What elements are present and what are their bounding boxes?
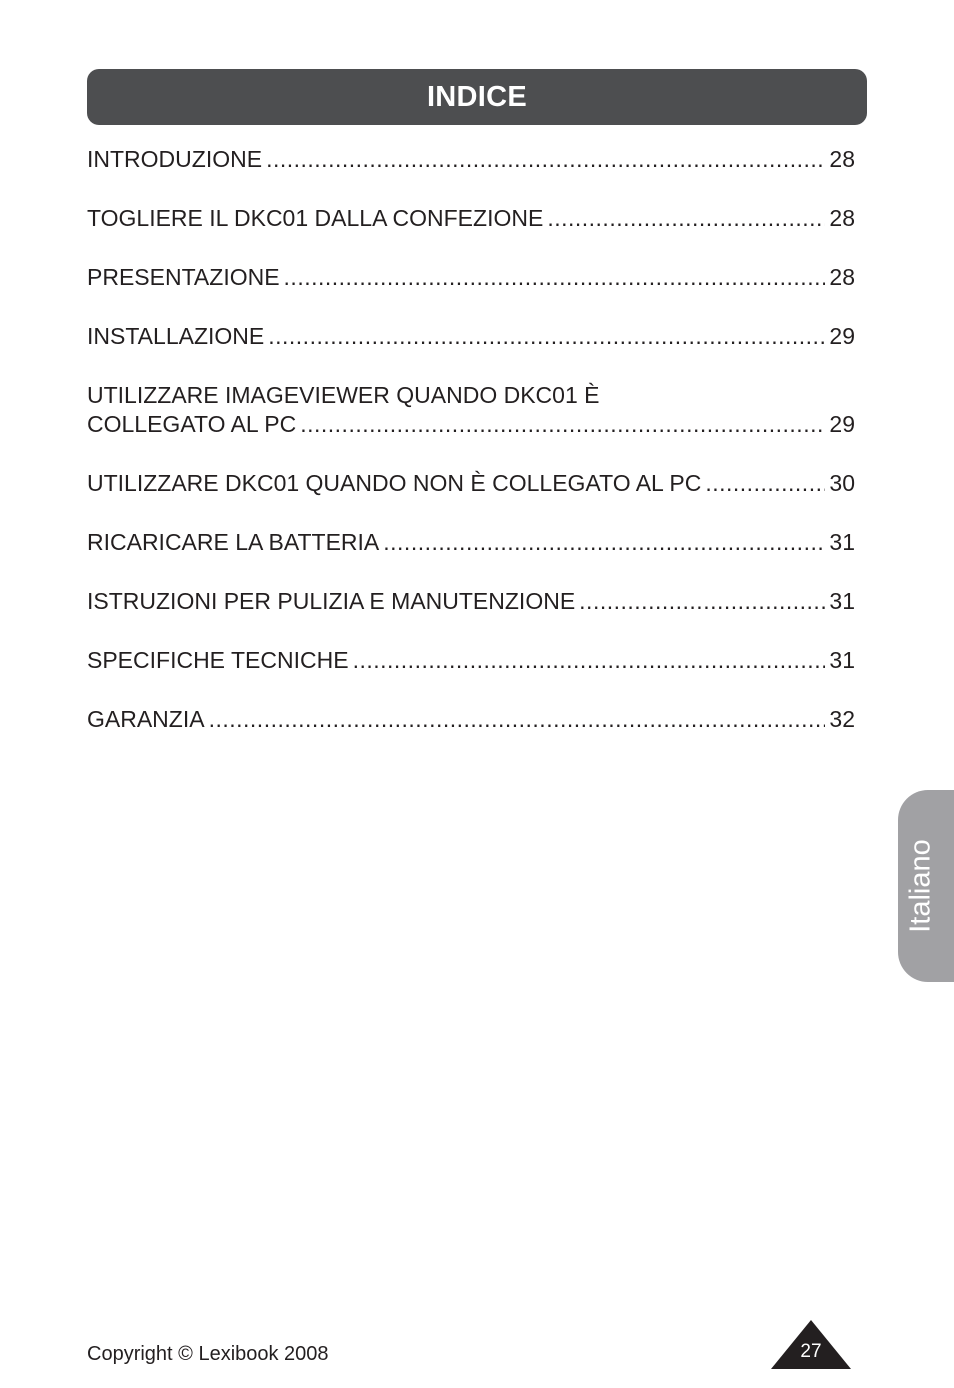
toc-dot-leader xyxy=(284,263,826,292)
toc-entry[interactable] xyxy=(87,204,855,233)
toc-dot-leader xyxy=(579,587,825,616)
copyright-text: Copyright © Lexibook 2008 xyxy=(87,1343,329,1365)
table-of-contents xyxy=(87,145,855,764)
toc-entry-page: 31 xyxy=(829,647,855,673)
language-tab-label: Italiano xyxy=(904,839,937,933)
toc-dot-leader xyxy=(383,528,825,557)
toc-dot-leader xyxy=(705,469,825,498)
page-title: INDICE xyxy=(426,80,528,113)
toc-entry[interactable] xyxy=(87,381,855,439)
toc-entry[interactable] xyxy=(87,528,855,557)
toc-entry-label-line1: UTILIZZARE IMAGEVIEWER QUANDO DKC01 È xyxy=(87,382,600,408)
page-number: 27 xyxy=(800,1341,822,1362)
index-header-bar xyxy=(87,69,867,125)
toc-dot-leader xyxy=(547,204,825,233)
toc-dot-leader xyxy=(209,705,826,734)
toc-entry-page: 28 xyxy=(829,146,855,172)
toc-entry[interactable] xyxy=(87,705,855,734)
toc-entry-label: SPECIFICHE TECNICHE xyxy=(87,647,349,673)
toc-entry-label: PRESENTAZIONE xyxy=(87,264,280,290)
toc-entry-label: COLLEGATO AL PC xyxy=(87,411,297,437)
toc-entry-page: 29 xyxy=(829,411,855,437)
toc-entry-label: INTRODUZIONE xyxy=(87,146,263,172)
toc-entry[interactable] xyxy=(87,469,855,498)
toc-dot-leader xyxy=(268,322,825,351)
toc-dot-leader xyxy=(300,410,825,439)
toc-entry-label: TOGLIERE IL DKC01 DALLA CONFEZIONE xyxy=(87,205,544,231)
toc-entry-label: GARANZIA xyxy=(87,706,205,732)
language-tab xyxy=(898,790,954,982)
toc-entry[interactable] xyxy=(87,322,855,351)
toc-entry-page: 28 xyxy=(829,205,855,231)
toc-entry-label: RICARICARE LA BATTERIA xyxy=(87,529,380,555)
toc-entry[interactable] xyxy=(87,646,855,675)
toc-entry-label: UTILIZZARE DKC01 QUANDO NON È COLLEGATO AL PC xyxy=(87,470,702,496)
toc-entry[interactable] xyxy=(87,587,855,616)
toc-entry-page: 30 xyxy=(829,470,855,496)
toc-entry-page: 28 xyxy=(829,264,855,290)
toc-dot-leader xyxy=(266,145,825,174)
toc-entry[interactable] xyxy=(87,145,855,174)
toc-entry-page: 31 xyxy=(829,529,855,555)
toc-entry[interactable] xyxy=(87,263,855,292)
page-number-badge xyxy=(771,1320,851,1369)
toc-entry-label: INSTALLAZIONE xyxy=(87,323,265,349)
toc-entry-page: 29 xyxy=(829,323,855,349)
toc-dot-leader xyxy=(353,646,826,675)
toc-entry-page: 32 xyxy=(829,706,855,732)
toc-entry-label: ISTRUZIONI PER PULIZIA E MANUTENZIONE xyxy=(87,588,576,614)
toc-entry-page: 31 xyxy=(829,588,855,614)
